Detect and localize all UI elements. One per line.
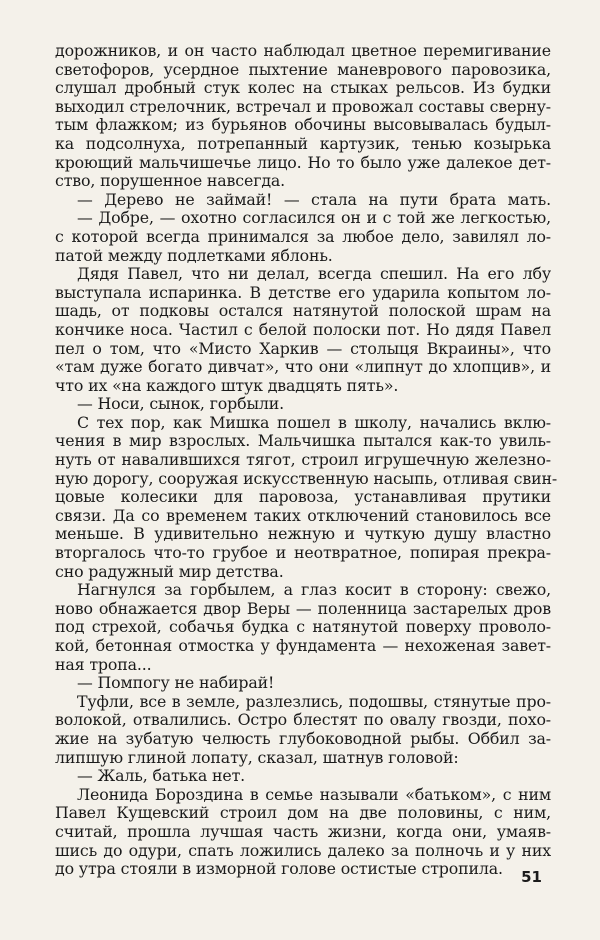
dialogue-line: — Дерево не займай! — стала на пути брата мать. [77,189,551,209]
text-line: слушал дробный стук колес на стыках рельсов. Из будки [55,78,551,98]
dialogue-line: — Добре, — охотно согласился он и с той же легкостью, [77,208,551,228]
text-line: «там дуже богато дивчат», что они «липнут до хлопцив», и [55,357,551,377]
text-line: кончике носа. Частил с белой полоски пот. Но дядя Павел [55,319,551,339]
text-line: выступала испаринка. В детстве его ударила копытом ло- [55,282,551,302]
text-line: чения в мир взрослых. Мальчишка пытался как-то увиль- [55,431,551,451]
text-line: пел о том, что «Мисто Харкив — столыця Вкраины», что [55,338,551,358]
text-line: дорожников, и он часто наблюдал цветное перемигивание [55,41,551,60]
text-line: что их «на каждого штук двадцять пять». [55,375,399,395]
text-line: Леонида Бороздина в семье называли «батьком», с ним [77,784,551,804]
text-line: волокой, отвалились. Остро блестят по овалу гвозди, похо- [55,710,551,730]
text-line: ка подсолнуха, потрепанный картузик, тенью козырька [55,133,551,153]
text-line: Дядя Павел, что ни делал, всегда спешил. На его лбу [77,264,551,284]
text-line: Туфли, все в земле, разлезлись, подошвы, стянутые про- [77,691,551,711]
text-line: выходил стрелочник, встречал и провожал составы сверну- [55,96,551,116]
text-line: кроющий мальчишечье лицо. Но то было уже далекое дет- [55,152,551,172]
text-line: Нагнулся за горбылем, а глаз косит в сторону: свежо, [77,580,551,600]
text-line: меньше. В удивительно нежную и чуткую душу властно [55,524,551,544]
text-line: светофоров, усердное пыхтение маневрового паровозика, [55,59,551,79]
text-line: сно радужный мир детства. [55,561,284,581]
text-line: патой между подлетками яблонь. [55,245,333,265]
text-line: ство, порушенное навсегда. [55,171,286,191]
text-line: кой, бетонная отмостка у фундамента — нехоженая завет- [55,636,551,655]
text-line: С тех пор, как Мишка пошел в школу, начались вклю- [77,412,551,432]
text-line: жие на зубатую челюсть глубоководной рыбы. Оббил за- [55,728,551,748]
text-line: ная тропа... [55,654,152,674]
text-page [55,41,558,879]
text-line: шадь, от подковы остался натянутой полоской шрам на [55,301,551,321]
text-line: с которой всегда принимался за любое дело, завилял ло- [55,226,551,246]
dialogue-line: — Помпогу не набирай! [77,673,275,693]
text-line: ную дорогу, сооружая искусственную насыпь, отливая свин- [55,468,558,488]
text-line: связи. Да со временем таких отключений становилось все [55,505,551,525]
text-line: нуть от навалившихся тягот, строил игрушечную железно- [55,450,551,470]
text-line: шись до одури, спать ложились далеко за полночь и у них [55,840,551,860]
text-line: липшую глиной лопату, сказал, шатнув головой: [55,747,459,767]
text-line: вторгалось что-то грубое и неотвратное, попирая прекра- [55,543,551,563]
text-line: считай, прошла лучшая часть жизни, когда они, умаяв- [55,821,551,841]
text-line: Павел Кущевский строил дом на две половины, с ним, [55,803,551,823]
text-line: тым флажком; из бурьянов обочины высовывалась будыл- [55,115,551,135]
dialogue-line: — Носи, сынок, горбыли. [77,394,285,414]
text-line: цовые колесики для паровоза, устанавливая прутики [55,487,551,507]
text-line: ново обнажается двор Веры — поленница застарелых дров [55,598,551,618]
dialogue-line: — Жаль, батька нет. [77,766,246,786]
text-line: под стрехой, собачья будка с натянутой поверху проволо- [55,617,551,637]
text-line: до утра стояли в изморной голове остистые стропила. [55,859,503,879]
page-number: 51 [521,868,542,886]
